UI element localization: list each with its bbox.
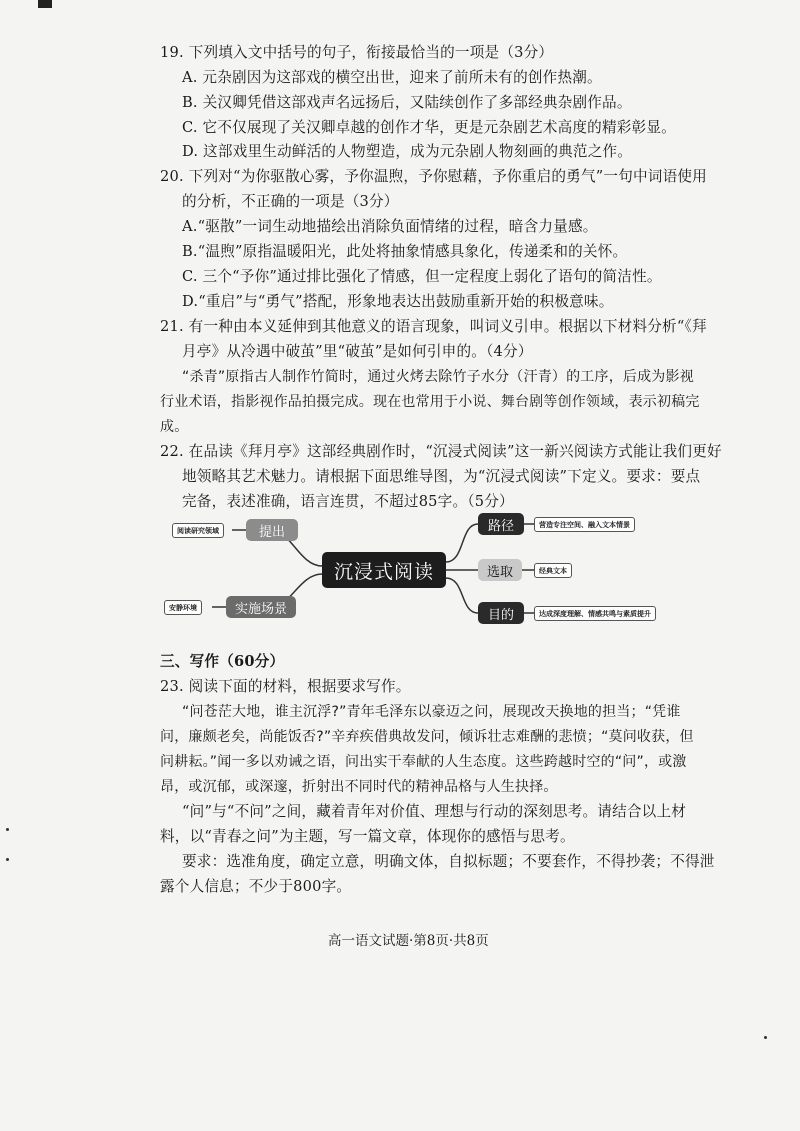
text-line: 21. 有一种由本义延伸到其他意义的语言现象，叫词义引申。根据以下材料分析“《拜 [160,318,707,335]
text-line: 地领略其艺术魅力。请根据下面思维导图，为“沉浸式阅读”下定义。要求：要点 [182,468,701,485]
text-line: 要求：选准角度，确定立意，明确文体，自拟标题；不要套作，不得抄袭；不得泄 [182,853,715,870]
text-line: 完备，表述准确，语言连贯，不超过85字。（5分） [182,493,514,510]
text-line: 22. 在品读《拜月亭》这部经典剧作时，“沉浸式阅读”这一新兴阅读方式能让我们更好 [160,443,722,460]
text-line: “问”与“不问”之间，藏着青年对价值、理想与行动的深刻思考。请结合以上材 [182,803,687,820]
mind-map-node-select: 选取 [478,559,522,581]
text-line: 的分析，不正确的一项是（3分） [182,193,399,210]
text-line: 20. 下列对“为你驱散心雾，予你温煦，予你慰藉，予你重启的勇气”一句中词语使用 [160,168,707,185]
text-line: C. 三个“予你”通过排比强化了情感，但一定程度上弱化了语句的简洁性。 [182,268,662,285]
text-line: “杀青”原指古人制作竹简时，通过火烤去除竹子水分（汗青）的工序，后成为影视 [182,369,694,385]
scan-speck [6,828,9,831]
mind-map-leaf-path: 营造专注空间、融入文本情景 [534,517,635,532]
mind-map-leaf-select: 经典文本 [534,563,572,578]
text-line: B. 关汉卿凭借这部戏声名远扬后，又陆续创作了多部经典杂剧作品。 [182,94,632,111]
text-line: 19. 下列填入文中括号的句子，衔接最恰当的一项是（3分） [160,44,554,61]
mind-map-node-purpose: 目的 [478,602,524,624]
text-line: 成。 [160,419,189,435]
scan-corner-mark [38,0,52,8]
text-line: 问耕耘。”闻一多以劝诫之语，问出实干奉献的人生态度。这些跨越时空的“问”，或激 [160,754,687,770]
mind-map-node-propose: 提出 [246,519,298,541]
page-footer: 高一语文试题·第8页·共8页 [328,933,489,949]
text-line: 露个人信息；不少于800字。 [160,878,352,895]
mind-map-center-node: 沉浸式阅读 [322,552,446,588]
text-line: 月亭》从冷遇中破茧”里“破茧”是如何引申的。（4分） [182,343,533,360]
mind-map-node-path: 路径 [478,513,524,535]
text-line: “问苍茫大地，谁主沉浮?”青年毛泽东以豪迈之问，展现改天换地的担当；“凭谁 [182,704,681,720]
text-line: 问，廉颇老矣，尚能饭否?”辛弃疾借典故发问，倾诉壮志难酬的悲愤；“莫问收获，但 [160,729,694,745]
text-line: A. 元杂剧因为这部戏的横空出世，迎来了前所未有的创作热潮。 [182,69,602,86]
text-line: 三、写作（60分） [160,653,285,670]
text-line: 行业术语，指影视作品拍摄完成。现在也常用于小说、舞台剧等创作领域，表示初稿完 [160,394,700,410]
text-line: B.“温煦”原指温暖阳光，此处将抽象情感具象化，传递柔和的关怀。 [182,243,628,260]
text-line: 23. 阅读下面的材料，根据要求写作。 [160,678,411,695]
mind-map-leaf-purpose: 达成深度理解、情感共鸣与素质提升 [534,606,656,621]
text-line: C. 它不仅展现了关汉卿卓越的创作才华，更是元杂剧艺术高度的精彩彰显。 [182,119,676,136]
scan-speck [6,858,9,861]
mind-map-leaf-propose: 阅读研究领域 [172,523,224,538]
mind-map-node-scene: 实施场景 [226,596,296,618]
mind-map-diagram [160,500,700,635]
text-line: 昂，或沉郁，或深邃，折射出不同时代的精神品格与人生抉择。 [160,779,558,795]
mind-map-leaf-scene: 安静环境 [164,600,202,615]
scan-speck [764,1036,767,1039]
text-line: D. 这部戏里生动鲜活的人物塑造，成为元杂剧人物刻画的典范之作。 [182,143,633,160]
text-line: A.“驱散”一词生动地描绘出消除负面情绪的过程，暗含力量感。 [182,218,598,235]
text-line: D.“重启”与“勇气”搭配，形象地表达出鼓励重新开始的积极意味。 [182,293,614,310]
text-line: 料，以“青春之问”为主题，写一篇文章，体现你的感悟与思考。 [160,828,575,845]
